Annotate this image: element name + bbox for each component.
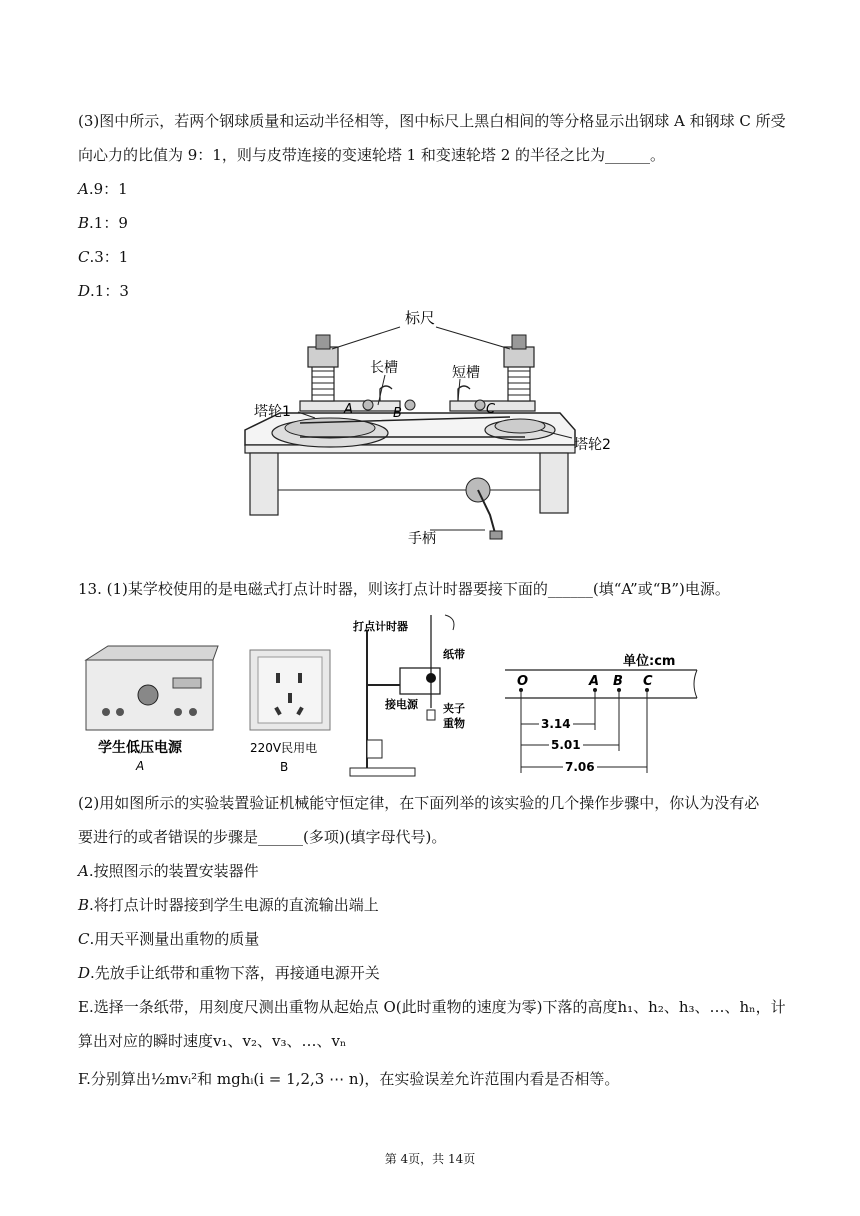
centripetal-apparatus-figure (240, 305, 620, 550)
tape-dist-a: 3.14 (541, 717, 571, 731)
q3-option-d: D.1：3 (78, 282, 129, 300)
tape-point-a: A (589, 674, 600, 689)
step-e-line2: 算出对应的瞬时速度v₁、v₂、v₃、…、vₙ (78, 1032, 347, 1050)
label-ball-b: B (393, 406, 402, 421)
step-d: D.先放手让纸带和重物下落，再接通电源开关 (78, 964, 380, 982)
step-f: F.分别算出½mvᵢ²和 mghᵢ(i = 1,2,3 ⋯ n)，在实验误差允许范围内看是否相等。 (78, 1070, 620, 1088)
tape-point-o: O (517, 674, 529, 689)
label-long-slot: 长槽 (370, 360, 398, 376)
q13-line1: 13. (1)某学校使用的是电磁式打点计时器，则该打点计时器要接下面的______(填“A”或“B”)电源。 (78, 580, 730, 598)
label-ball-c: C (486, 402, 496, 417)
label-handle: 手柄 (408, 531, 436, 547)
household-socket-figure (240, 645, 340, 775)
tape-dist-c: 7.06 (565, 760, 595, 774)
q13-part2-line1: (2)用如图所示的实验装置验证机械能守恒定律，在下面列举的该实验的几个操作步骤中，你认为没有必 (78, 794, 760, 812)
label-ruler: 标尺 (405, 309, 436, 327)
label-weight: 重物 (443, 717, 465, 730)
q13-part2-line2: 要进行的或者错误的步骤是______(多项)(填字母代号)。 (78, 828, 447, 846)
tape-point-b: B (613, 674, 623, 689)
step-e-line1: E.选择一条纸带，用刻度尺测出重物从起始点 O(此时重物的速度为零)下落的高度h₁、h₂、h₃、…、hₙ，计 (78, 998, 786, 1016)
power-b-caption: 220V民用电 (250, 741, 318, 755)
label-timer: 打点计时器 (353, 620, 408, 633)
label-power: 接电源 (385, 698, 418, 711)
step-a: A.按照图示的装置安装器件 (78, 862, 259, 880)
step-b: B.将打点计时器接到学生电源的直流输出端上 (78, 896, 379, 914)
label-tape: 纸带 (443, 648, 465, 661)
q3-option-b: B.1：9 (78, 214, 128, 232)
label-ball-a: A (344, 402, 353, 417)
q3-option-c: C.3：1 (78, 248, 129, 266)
q3-line2: 向心力的比值为 9：1，则与皮带连接的变速轮塔 1 和变速轮塔 2 的半径之比为______。 (78, 146, 666, 164)
free-fall-apparatus-figure (345, 610, 495, 780)
label-tower2: 塔轮2 (574, 437, 611, 453)
power-b-letter: B (280, 760, 289, 774)
power-a-letter: A (136, 759, 145, 773)
paper-tape-figure (505, 648, 705, 778)
student-power-supply-figure (78, 640, 228, 775)
q3-line1: (3)图中所示，若两个钢球质量和运动半径相等，图中标尺上黑白相间的等分格显示出钢球 A 和钢球 C 所受 (78, 112, 786, 130)
page-footer: 第 4页，共 14页 (384, 1152, 476, 1166)
tape-point-c: C (643, 674, 653, 689)
power-a-caption: 学生低压电源 (98, 740, 182, 756)
q3-option-a: A.9：1 (78, 180, 128, 198)
label-tower1: 塔轮1 (254, 404, 291, 420)
label-clip: 夹子 (443, 702, 465, 715)
tape-dist-b: 5.01 (551, 738, 581, 752)
label-short-slot: 短槽 (452, 365, 480, 381)
step-c: C.用天平测量出重物的质量 (78, 930, 260, 948)
tape-unit: 单位:cm (623, 654, 676, 669)
